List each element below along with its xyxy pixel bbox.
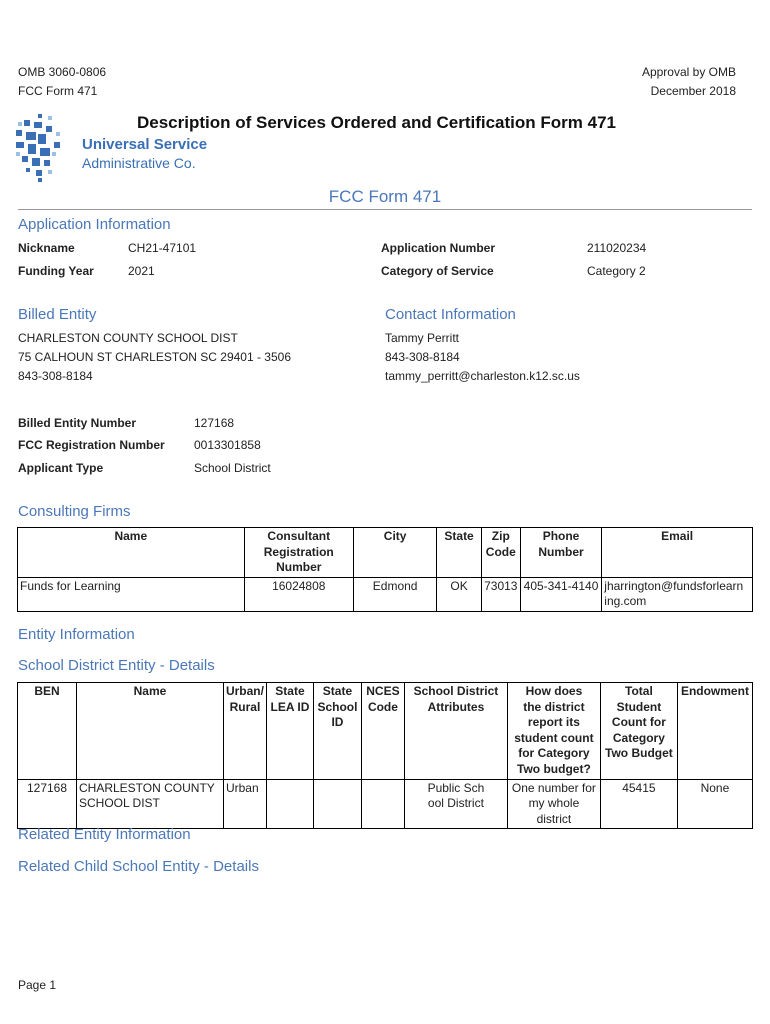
consultant-email-cell: jharrington@fundsforlearn ing.com [602,577,753,611]
col-city-header: City [353,528,436,578]
entity-state-lea-cell [266,779,313,829]
related-child-heading: Related Child School Entity - Details [18,858,259,875]
nickname-label: Nickname [18,241,75,255]
omb-approval: Approval by OMB [641,65,736,79]
school-district-heading: School District Entity - Details [18,657,215,674]
application-number-label: Application Number [381,241,496,255]
application-number-value: 211020234 [587,241,647,255]
table-header-row [18,528,753,578]
contact-phone: 843-308-8184 [385,350,460,364]
related-entity-heading: Related Entity Information [18,826,191,843]
usac-logo-mark-icon [14,112,74,184]
fcc-registration-label: FCC Registration Number [18,438,165,452]
page-title: Description of Services Ordered and Certification Form 471 [137,113,616,132]
col-total-student-count-header: Total Student Count for Category Two Budget [600,683,677,780]
billed-entity-heading: Billed Entity [18,306,97,323]
applicant-type-value: School District [194,461,271,475]
entity-attributes-cell: Public Sch ool District [404,779,507,829]
entity-name-cell: CHARLESTON COUNTY SCHOOL DIST [76,779,223,829]
entity-total-count-cell: 45415 [600,779,677,829]
school-district-table [17,682,753,829]
col-nces-header: NCES Code [361,683,404,780]
contact-email: tammy_perritt@charleston.k12.sc.us [385,369,580,383]
col-email-header: Email [602,528,753,578]
col-state-school-header: State School ID [313,683,361,780]
contact-name: Tammy Perritt [385,331,460,345]
table-row [18,577,753,611]
col-zip-header: Zip Code [481,528,520,578]
billed-entity-address: 75 CALHOUN ST CHARLESTON SC 29401 - 3506 [18,350,292,364]
consultant-name-cell: Funds for Learning [18,577,245,611]
funding-year-label: Funding Year [18,264,94,278]
consulting-firms-table [17,527,753,612]
omb-number: OMB 3060-0806 [18,65,107,79]
applicant-type-label: Applicant Type [18,461,104,475]
col-student-count-method-header: How does the district report its student count for Category Two budget? [507,683,600,780]
consultant-phone-cell: 405-341-4140 [520,577,602,611]
consultant-zip-cell: 73013 [481,577,520,611]
page-number: Page 1 [18,978,57,992]
entity-state-school-cell [313,779,361,829]
consultant-state-cell: OK [437,577,482,611]
funding-year-value: 2021 [128,264,155,278]
col-urban-rural-header: Urban/ Rural [223,683,266,780]
title-divider [18,209,752,210]
consultant-city-cell: Edmond [353,577,436,611]
fcc-registration-value: 0013301858 [194,438,261,452]
table-row [18,779,753,829]
category-value: Category 2 [587,264,646,278]
form-number: FCC Form 471 [18,84,98,98]
form-name: FCC Form 471 [328,187,442,206]
col-phone-header: Phone Number [520,528,602,578]
entity-information-heading: Entity Information [18,626,135,643]
entity-endowment-cell: None [677,779,752,829]
billed-entity-phone: 843-308-8184 [18,369,93,383]
entity-nces-cell [361,779,404,829]
table-header-row [18,683,753,780]
consultant-crn-cell: 16024808 [244,577,353,611]
col-endowment-header: Endowment [677,683,752,780]
ben-label: Billed Entity Number [18,416,137,430]
nickname-value: CH21-47101 [128,241,197,255]
ben-value: 127168 [194,416,235,430]
logo-text-line2: Administrative Co. [82,155,196,171]
entity-urban-rural-cell: Urban [223,779,266,829]
col-ben-header: BEN [18,683,77,780]
billed-entity-name: CHARLESTON COUNTY SCHOOL DIST [18,331,238,345]
category-label: Category of Service [381,264,494,278]
logo-text-line1: Universal Service [82,136,208,153]
entity-ben-cell: 127168 [18,779,77,829]
col-name-header: Name [18,528,245,578]
col-entity-name-header: Name [76,683,223,780]
entity-count-method-cell: One number for my whole district [507,779,600,829]
omb-date: December 2018 [650,84,736,98]
col-state-header: State [437,528,482,578]
contact-information-heading: Contact Information [385,306,516,323]
application-information-heading: Application Information [18,216,171,233]
col-state-lea-header: State LEA ID [266,683,313,780]
col-attributes-header: School District Attributes [404,683,507,780]
col-consultant-registration-header: Consultant Registration Number [244,528,353,578]
consulting-firms-heading: Consulting Firms [18,503,131,520]
